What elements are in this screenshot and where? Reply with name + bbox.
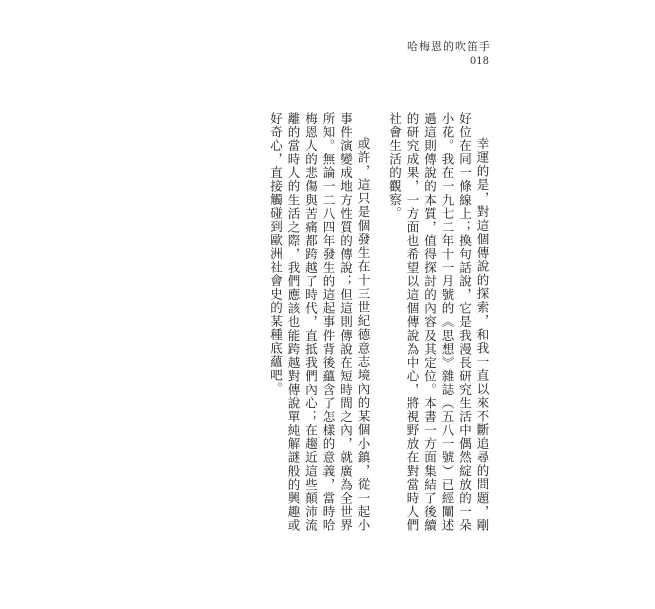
paragraph: 或許，這只是個發生在十三世紀德意志境內的某個小鎮，從一起小事件演變成地方性質的傳說；但這則傳說在短時間之內，就廣為全世界所知。無論一二八四年發生的這起事件背後蘊含了怎樣的意義，當時哈梅恩人的悲傷與苦痛都跨越了時代，直抵我們內心；在趨近這些顛沛流離的當時人的生活之際，我們應該也能跨越對傳說單純解謎般的興趣或好奇心，直接觸碰到歐洲社會史的某種底蘊吧。	[268, 112, 371, 532]
paragraph: 幸運的是，對這個傳說的探索，和我一直以來不斷追尋的問題，剛好位在同一條線上；換句話說，它是我漫長研究生活中偶然綻放的一朵小花。我在一九七二年十一月號的《思想》雜誌（五八一號）已經闡述過這則傳說的本質，值得探討的內容及其定位。本書一方面集結了後續的研究成果，一方面也希望以這個傳說為中心，將視野放在對當時人們社會生活的觀察。	[387, 112, 490, 532]
page-number: 018	[469, 56, 489, 67]
running-head: 哈梅恩的吹笛手	[407, 40, 491, 53]
body-text	[255, 112, 491, 532]
